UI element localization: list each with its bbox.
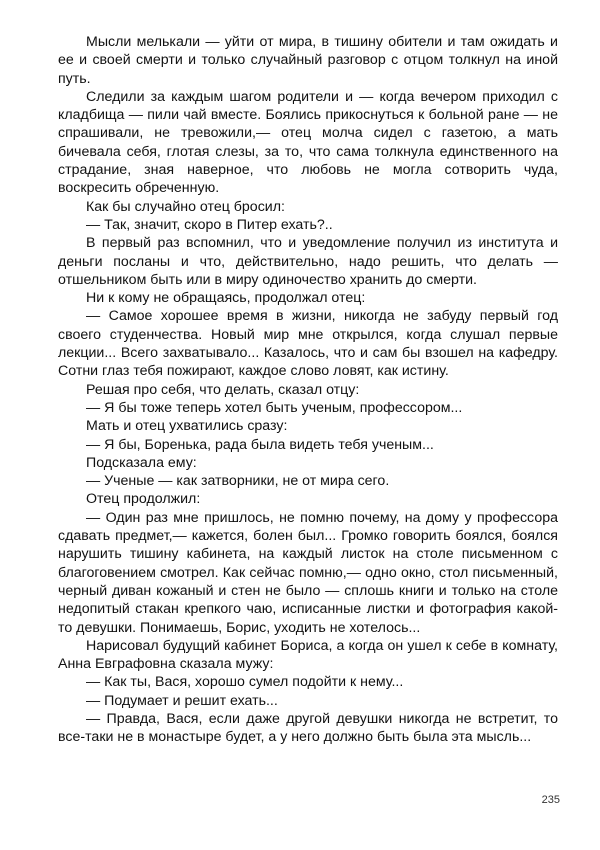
paragraph: Подсказала ему: — [86, 454, 197, 471]
paragraph: Мысли мелькали — уйти от мира, в тишину обители и там ожидать и ее и своей смерти и только случайный разговор с отцом толкнул на иной путь. — [58, 34, 558, 87]
paragraph: Отец продолжил: — [86, 491, 201, 508]
paragraph: — Так, значит, скоро в Питер ехать?.. — [86, 216, 333, 233]
page-number: 235 — [541, 794, 560, 806]
paragraph: — Подумает и решит ехать... — [86, 692, 278, 709]
paragraph: — Самое хорошее время в жизни, никогда не забуду первый год своего студенчества. Новый мир мне открылся, когда слушал первые лекции... Всего захватывало... Казалось, что и сам бы взошел на кафедру. Сотни глаз тебя пожирают, каждое слово ловят, как истину. — [58, 308, 558, 380]
paragraph: Нарисовал будущий кабинет Бориса, а когда он ушел к себе в комнату, Анна Евграфовна сказала мужу: — [58, 637, 558, 673]
paragraph: — Один раз мне пришлось, не помню почему, на дому у профессора сдавать предмет,— кажется, болен был... Громко говорить боялся, боялся нарушить тишину кабинета, на каждый листок на столе письменном с благоговением смотрел. Как сейчас помню,— одно окно, стол письменный, черный диван кожаный и стен не было — сплошь книги и только на столе недопитый стакан крепкого чаю, исписанные листки и фотография какой-то девушки. Понимаешь, Борис, уходить не хотелось... — [58, 509, 558, 636]
paragraph: — Правда, Вася, если даже другой девушки никогда не встретит, то все-таки не в монастыре будет, а у него должно быть была эта мысль... — [58, 710, 558, 746]
paragraph: — Я бы, Боренька, рада была видеть тебя ученым... — [86, 436, 434, 453]
paragraph: — Ученые — как затворники, не от мира сего. — [86, 473, 390, 490]
paragraph: Как бы случайно отец бросил: — [86, 198, 285, 215]
paragraph: Следили за каждым шагом родители и — когда вечером приходил с кладбища — пили чай вместе. Боялись прикоснуться к больной ране — не спрашивали, не тревожили,— отец молча сидел с газетою, а мать бичевала себя, глотая слезы, за то, что сама толкнула единственного на страдание, зная наверное, что любовь не могла сотворить чуда, воскресить обреченную. — [58, 88, 558, 197]
page-text — [58, 33, 558, 747]
paragraph: Мать и отец ухватились сразу: — [86, 418, 288, 435]
paragraph: В первый раз вспомнил, что и уведомление получил из института и деньги посланы и что, действительно, надо решить, что делать — отшельником быть или в миру одиночество хранить до смерти. — [58, 235, 558, 288]
paragraph: — Я бы тоже теперь хотел быть ученым, профессором... — [86, 399, 463, 416]
paragraph: Решая про себя, что делать, сказал отцу: — [86, 381, 360, 398]
paragraph: — Как ты, Вася, хорошо сумел подойти к нему... — [86, 674, 404, 691]
paragraph: Ни к кому не обращаясь, продолжал отец: — [86, 290, 366, 307]
